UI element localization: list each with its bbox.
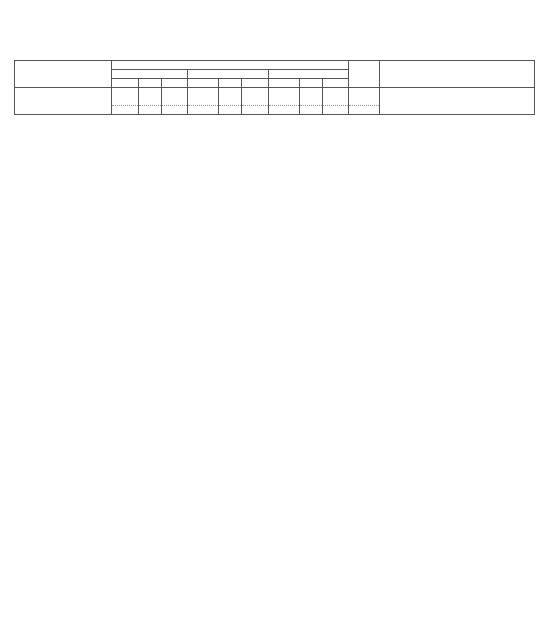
cell-total-schools: [299, 106, 322, 115]
header-kubun1: [138, 79, 161, 88]
cell-total-applicants: [188, 88, 219, 106]
cell-total-applicants: [268, 88, 299, 106]
cell-total-schools: [138, 106, 161, 115]
cell-total-applicants: [138, 88, 161, 106]
cell-total-schools: [268, 106, 299, 115]
cell-total-schools: [242, 106, 268, 115]
header-kei: [349, 61, 380, 88]
cell-total-schools: [219, 106, 242, 115]
header-kubun2: [161, 79, 187, 88]
header-bosyu-naiyou: [112, 61, 349, 70]
header-blank: [112, 79, 138, 88]
header-grade-2: [188, 70, 269, 79]
resemom-logo: [430, 612, 540, 638]
header-blank: [188, 79, 219, 88]
cell-total-applicants: [219, 88, 242, 106]
cell-total-applicants: [299, 88, 322, 106]
cell-total-applicants: [349, 88, 380, 106]
cell-total-schools: [188, 106, 219, 115]
header-blank: [268, 79, 299, 88]
cell-total-schools: [349, 106, 380, 115]
cell-total-applicants: [322, 88, 349, 106]
header-biko: [380, 61, 535, 88]
header-kubun1: [219, 79, 242, 88]
header-grade-1: [112, 70, 188, 79]
header-kubun2: [242, 79, 268, 88]
header-gakka: [15, 61, 112, 88]
cell-total-applicants: [242, 88, 268, 106]
total-label: [15, 88, 112, 115]
cell-total-applicants: [161, 88, 187, 106]
header-kubun2: [322, 79, 349, 88]
header-kubun1: [299, 79, 322, 88]
recruitment-table: [14, 60, 535, 115]
cell-total-schools: [322, 106, 349, 115]
cell-total-schools: [112, 106, 138, 115]
total-note-cell: [380, 88, 535, 115]
cell-total-applicants: [112, 88, 138, 106]
total-row: [15, 88, 535, 106]
header-grade-3: [268, 70, 349, 79]
cell-total-schools: [161, 106, 187, 115]
